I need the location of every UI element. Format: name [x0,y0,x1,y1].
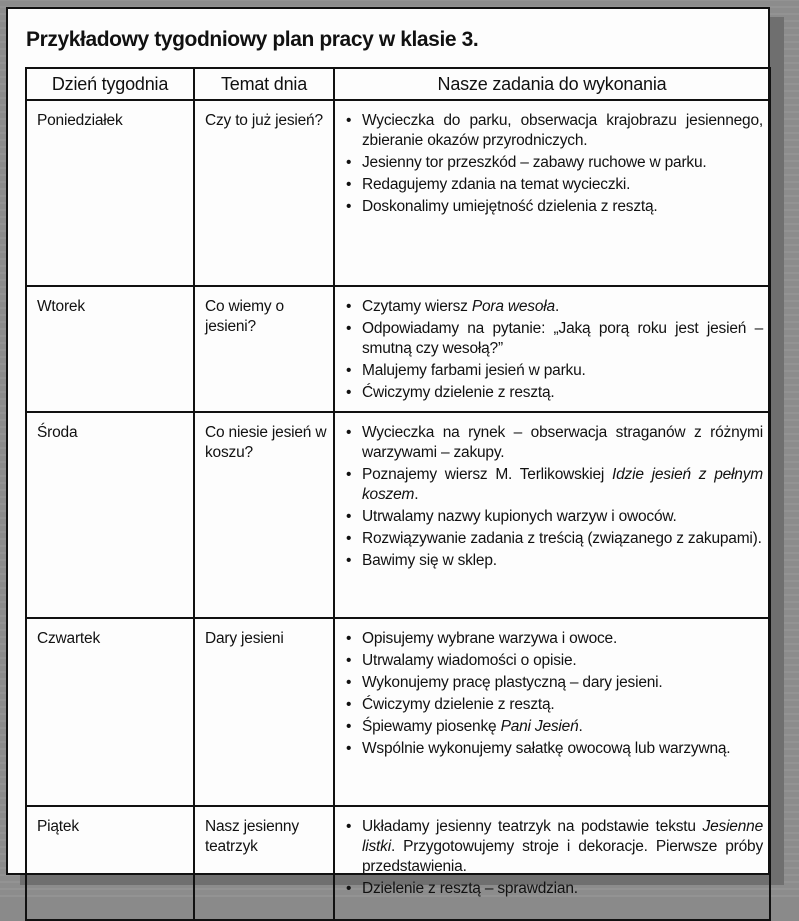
task-text: Odpowiadamy na pytanie: „Jaką porą roku jest jesień – smutną czy wesołą?” [362,320,763,357]
task-item [342,319,763,359]
task-text: Bawimy się w sklep. [362,552,497,569]
task-item [342,423,763,463]
task-title-italic: Pani Jesień [500,718,579,735]
task-text: Redagujemy zdania na temat wycieczki. [362,176,631,193]
tasks-cell [334,412,770,618]
task-item [342,879,763,899]
day-cell: Piątek [26,806,194,920]
task-text: Doskonalimy umiejętność dzielenia z resztą. [362,198,658,215]
task-text: Ćwiczymy dzielenie z resztą. [362,384,555,401]
task-text: . Przygotowujemy stroje i dekoracje. Pierwsze próby przedstawienia. [362,838,763,875]
table-row [26,806,770,920]
tasks-cell [334,286,770,412]
topic-cell: Co wiemy o jesieni? [194,286,334,412]
topic-cell: Nasz jesienny teatrzyk [194,806,334,920]
task-title-italic: Pora wesoła [471,298,555,315]
task-item [342,297,763,317]
task-item [342,383,763,403]
task-item [342,717,763,737]
task-text: Jesienny tor przeszkód – zabawy ruchowe w parku. [362,154,707,171]
task-item [342,651,763,671]
day-cell: Czwartek [26,618,194,806]
task-list [342,817,763,899]
task-item [342,695,763,715]
weekly-plan-table [25,67,771,921]
task-text: . [578,718,583,735]
task-item [342,507,763,527]
topic-cell: Dary jesieni [194,618,334,806]
document-title: Przykładowy tygodniowy plan pracy w klasie 3. [26,28,479,51]
table-row [26,618,770,806]
task-title-italic: Jesienne listki [362,818,763,855]
task-text: Wycieczka na rynek – obserwacja straganów z różnymi warzywami – zakupy. [362,424,763,461]
table-row [26,286,770,412]
task-text: Rozwiązywanie zadania z treścią (związanego z zakupami). [362,530,762,547]
day-cell: Wtorek [26,286,194,412]
task-list [342,111,763,217]
task-list [342,423,763,571]
task-item [342,673,763,693]
tasks-cell [334,618,770,806]
day-cell: Środa [26,412,194,618]
task-item [342,175,763,195]
topic-cell: Czy to już jesień? [194,100,334,286]
task-text: . [554,298,560,315]
task-item [342,551,763,571]
table-header-row [26,68,770,100]
task-text: Układamy jesienny teatrzyk na podstawie tekstu [362,818,703,835]
task-text: Śpiewamy piosenkę [362,718,501,735]
task-text: Dzielenie z resztą – sprawdzian. [362,880,578,897]
task-text: Ćwiczymy dzielenie z resztą. [362,696,555,713]
task-item [342,361,763,381]
topic-cell: Co niesie jesień w koszu? [194,412,334,618]
document-card [6,7,770,897]
task-text: Malujemy farbami jesień w parku. [362,362,586,379]
tasks-cell [334,100,770,286]
task-item [342,817,763,877]
task-item [342,529,763,549]
task-item [342,739,763,759]
table-row [26,100,770,286]
task-item [342,111,763,151]
task-text: Utrwalamy nazwy kupionych warzyw i owoców. [362,508,677,525]
day-cell: Poniedziałek [26,100,194,286]
task-text: Czytamy wiersz [362,298,472,315]
task-item [342,153,763,173]
task-item [342,465,763,505]
task-text: Wycieczka do parku, obserwacja krajobrazu jesiennego, zbieranie okazów przyrodniczych. [362,112,763,149]
task-text: Poznajemy wiersz M. Terlikowskiej [362,466,613,483]
task-text: Wykonujemy pracę plastyczną – dary jesieni. [362,674,663,691]
table-row [26,412,770,618]
header-tasks: Nasze zadania do wykonania [334,68,770,100]
task-item [342,629,763,649]
tasks-cell [334,806,770,920]
task-list [342,629,763,759]
task-text: Wspólnie wykonujemy sałatkę owocową lub warzywną. [362,740,731,757]
task-text: . [414,486,419,503]
task-title-italic: Idzie jesień z pełnym koszem [362,466,763,503]
header-topic: Temat dnia [194,68,334,100]
task-item [342,197,763,217]
task-text: Opisujemy wybrane warzywa i owoce. [362,630,618,647]
task-text: Utrwalamy wiadomości o opisie. [362,652,577,669]
header-day: Dzień tygodnia [26,68,194,100]
task-list [342,297,763,403]
